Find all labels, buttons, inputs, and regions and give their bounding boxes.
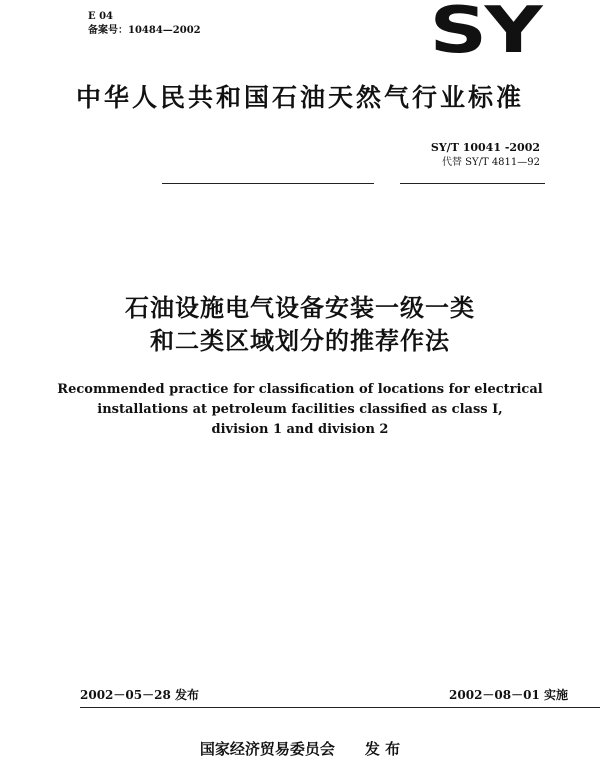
document-title-en: [0, 380, 600, 440]
document-title-zh: [0, 292, 600, 358]
divider-right: [400, 183, 545, 184]
publisher-line: [0, 738, 600, 759]
document-title-zh-line1: 石油设施电气设备安装一级一类: [125, 294, 475, 322]
sy-logo: SY: [429, 0, 540, 68]
divider-left: [162, 183, 374, 184]
filing-number: 备案号：10484—2002: [88, 25, 201, 36]
classification-code: E 04: [88, 11, 114, 22]
document-title-en-line2: installations at petroleum facilities classified as class Ⅰ,: [97, 402, 503, 417]
document-title-en-line1: Recommended practice for classification of locations for electrical: [57, 382, 543, 397]
document-title-zh-line2: 和二类区域划分的推荐作法: [150, 327, 450, 355]
replaces-standard: 代替 SY/T 4811—92: [441, 157, 540, 168]
standard-number: SY/T 10041 -2002: [430, 141, 540, 154]
issue-date: 2002－05－28 发布: [80, 688, 199, 702]
header-meta: [88, 10, 201, 38]
divider-bottom: [80, 707, 600, 708]
standard-number-block: [431, 140, 540, 170]
document-title-en-line3: division 1 and division 2: [211, 422, 389, 437]
effective-date: 2002－08－01 实施: [449, 688, 568, 702]
publisher-name: 国家经济贸易委员会: [199, 740, 335, 758]
publish-action: 发 布: [364, 740, 401, 758]
standard-title: 中华人民共和国石油天然气行业标准: [75, 83, 524, 112]
